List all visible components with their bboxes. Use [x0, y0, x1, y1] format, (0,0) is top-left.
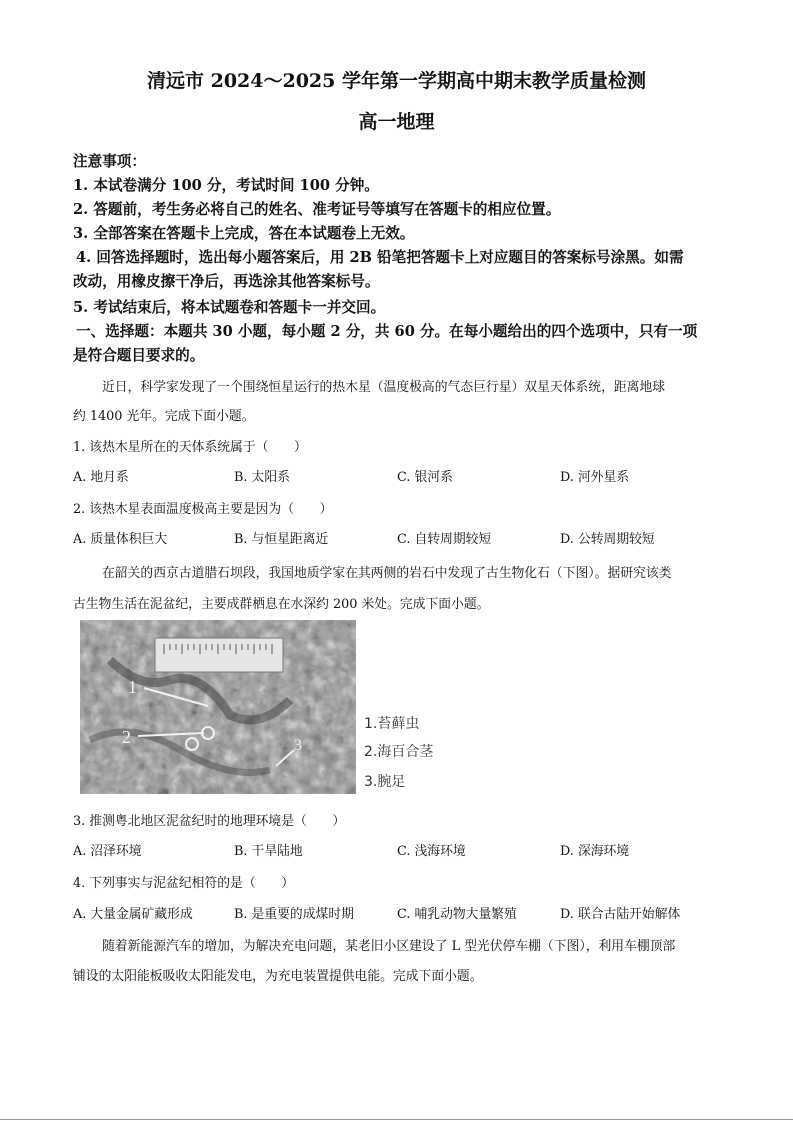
page-subtitle: 高一地理: [358, 111, 435, 133]
page-bottom-divider: [0, 1119, 793, 1120]
figure-label-3: 3.腕足: [364, 774, 406, 790]
option-a: A. 沼泽环境: [73, 844, 142, 859]
section-heading-cont: 是符合题目要求的。: [73, 347, 205, 364]
option-b: B. 干旱陆地: [234, 844, 303, 859]
question-stem: 4. 下列事实与泥盆纪相符的是（ ）: [73, 876, 295, 891]
notes-heading: 注意事项：: [73, 153, 146, 170]
passage-text: 古生物生活在泥盆纪，主要成群栖息在水深约 200 米处。完成下面小题。: [73, 597, 490, 612]
note-item: 改动，用橡皮擦干净后，再选涂其他答案标号。: [73, 273, 380, 290]
passage-text: 近日，科学家发现了一个围绕恒星运行的热木星（温度极高的气态巨行星）双星天体系统，距离地球: [102, 380, 666, 395]
figure-label-1: 1.苔藓虫: [364, 716, 420, 732]
marker-3: 3: [294, 737, 302, 754]
option-b: B. 与恒星距离近: [234, 532, 329, 547]
figure-label-2: 2.海百合茎: [364, 744, 434, 760]
note-item: 1. 本试卷满分 100 分，考试时间 100 分钟。: [73, 177, 379, 194]
passage-text: 铺设的太阳能板吸收太阳能发电，为充电装置提供电能。完成下面小题。: [73, 969, 483, 984]
option-c: C. 自转周期较短: [397, 532, 492, 547]
passage-text: 在韶关的西京古道腊石坝段，我国地质学家在其两侧的岩石中发现了古生物化石（下图）。据研究该类: [102, 566, 672, 581]
passage-text: 约 1400 光年。完成下面小题。: [73, 409, 255, 424]
scale-ruler: [155, 638, 283, 672]
option-c: C. 银河系: [397, 470, 453, 485]
page-title: 清远市 2024～2025 学年第一学期高中期末教学质量检测: [147, 70, 646, 92]
option-a: A. 大量金属矿藏形成: [73, 907, 193, 922]
option-d: D. 深海环境: [560, 844, 630, 859]
marker-2: 2: [122, 727, 131, 747]
option-a: A. 质量体积巨大: [73, 532, 168, 547]
option-b: B. 是重要的成煤时期: [234, 907, 354, 922]
fossil-image: [80, 620, 356, 794]
passage-text: 随着新能源汽车的增加，为解决充电问题，某老旧小区建设了 L 型光伏停车棚（下图），利用车棚顶部: [102, 939, 676, 954]
option-d: D. 联合古陆开始解体: [560, 907, 681, 922]
fossil-photo: [80, 620, 356, 794]
question-stem: 2. 该热木星表面温度极高主要是因为（ ）: [73, 502, 333, 517]
note-item: 2. 答题前，考生务必将自己的姓名、准考证号等填写在答题卡的相应位置。: [73, 201, 561, 218]
marker-1: 1: [128, 677, 137, 697]
note-item: 4. 回答选择题时，选出每小题答案后，用 2B 铅笔把答题卡上对应题目的答案标号涂黑。如需: [76, 249, 684, 266]
note-item: 3. 全部答案在答题卡上完成，答在本试题卷上无效。: [73, 225, 415, 242]
option-c: C. 哺乳动物大量繁殖: [397, 907, 517, 922]
note-item: 5. 考试结束后，将本试题卷和答题卡一并交回。: [73, 299, 386, 316]
option-b: B. 太阳系: [234, 470, 290, 485]
option-a: A. 地月系: [73, 470, 129, 485]
option-d: D. 公转周期较短: [560, 532, 655, 547]
question-stem: 1. 该热木星所在的天体系统属于（ ）: [73, 440, 307, 455]
option-c: C. 浅海环境: [397, 844, 466, 859]
question-stem: 3. 推测粤北地区泥盆纪时的地理环境是（ ）: [73, 814, 346, 829]
section-heading: 一、选择题：本题共 30 小题，每小题 2 分，共 60 分。在每小题给出的四个选项中，只有一项: [76, 323, 698, 340]
option-d: D. 河外星系: [560, 470, 630, 485]
